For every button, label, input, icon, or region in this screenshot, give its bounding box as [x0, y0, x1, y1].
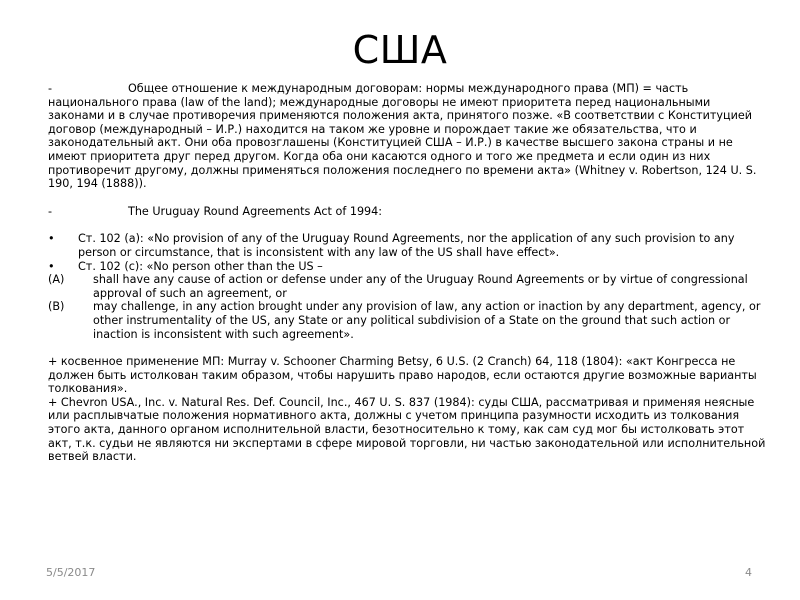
slide-content: [48, 82, 770, 464]
alpha-text: shall have any cause of action or defense under any of the Uruguay Round Agreements or by virtue of congressional approval of such an agreement, or: [93, 273, 748, 300]
indirect-application-paragraph: + косвенное применение МП: Murray v. Schooner Charming Betsy, 6 U.S. (2 Cranch) 64, 118 (1804): «акт Конгресса не должен быть истолкован таким образом, чтобы нарушить право народов, если остаются другие возможные варианты толкования».: [48, 355, 757, 396]
alpha-text: may challenge, in any action brought under any provision of law, any action or inaction by any department, agency, or other instrumentality of the US, any State or any political subdivision of a State on the ground that such action or inaction is inconsistent with such agreement».: [93, 300, 761, 341]
bullet-marker: •: [48, 259, 55, 273]
chevron-paragraph: + Chevron USA., Inc. v. Natural Res. Def. Council, Inc., 467 U. S. 837 (1984): суды США, рассматривая и применяя неясные или расплывчатые положения нормативного акта, должны с учетом принципа разумности исходить из толкования этого акта, данного органом исполнительной власти, безотносительно к тому, как сам суд мог бы истолковать этот акт, т.к. судьи не являются ни экспертами в сфере мировой торговли, ни частью законодательной или исполнительной ветвей власти.: [48, 395, 766, 464]
intro-paragraph: [48, 82, 770, 191]
bullet-marker: •: [48, 232, 55, 246]
footer-page-number: 4: [745, 566, 752, 579]
bullet-text: Ст. 102 (c): «No person other than the US –: [78, 259, 323, 273]
intro-text: Общее отношение к международным договорам: нормы международного права (МП) = часть национального права (law of the land); международные договоры не имеют приоритета перед национальными законами и в случае противоречия применяются положения акта, принятого позже. «В соответствии с Конституцией договор (международный – И.Р.) находится на таком же уровне и порождает такие же обязательства, что и законодательный акт. Они оба провозглашены (Конституцией США – И.Р.) в качестве высшего закона страны и не имеют приоритета друг перед другом. Когда оба они касаются одного и того же предмета и если один из них противоречит другому, должны применяться положения последнего по времени акта» (Whitney v. Robertson, 124 U. S. 190, 194 (1888)).: [48, 82, 757, 191]
dash-marker: -: [48, 82, 53, 95]
dash-marker: -: [48, 204, 53, 218]
alpha-marker: (B): [48, 300, 65, 314]
footer-date: 5/5/2017: [46, 566, 96, 579]
act-heading-paragraph: [48, 205, 770, 219]
alpha-item-b: [48, 300, 770, 341]
act-heading: The Uruguay Round Agreements Act of 1994:: [128, 204, 383, 218]
slide-title: США: [352, 28, 448, 72]
bullet-item-1: [48, 232, 770, 259]
bullet-item-2: [48, 260, 770, 274]
alpha-marker: (A): [48, 273, 65, 287]
bullet-text: Ст. 102 (a): «No provision of any of the Uruguay Round Agreements, nor the application of any such provision to any person or circumstance, that is inconsistent with any law of the US shall have effect».: [78, 232, 735, 259]
alpha-item-a: [48, 273, 770, 300]
